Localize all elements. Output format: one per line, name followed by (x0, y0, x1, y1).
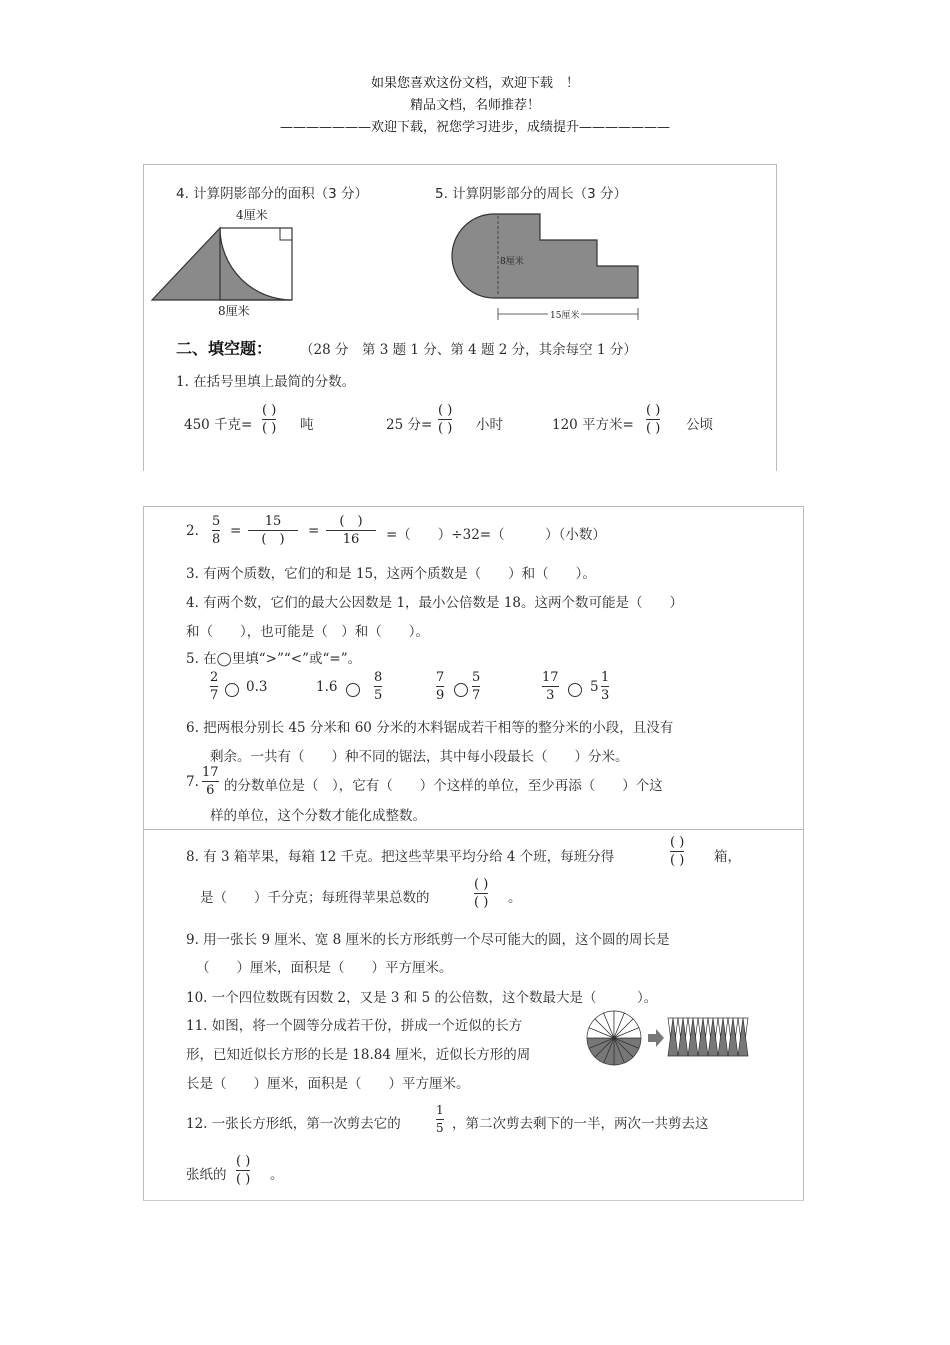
q6-text-line-1: 6. 把两根分别长 45 分米和 60 分米的木料锯成若干相等的整分米的小段，且没有 (186, 720, 674, 736)
q2-fraction-3 (326, 514, 376, 547)
q5-figure (452, 210, 642, 325)
fraction-denominator: 8 (212, 532, 221, 547)
q5d-left-fraction (542, 670, 559, 703)
q1b-fraction (438, 403, 452, 436)
section-heading: 二、填空题： (176, 339, 273, 358)
fraction-denominator: ( ) (646, 421, 661, 436)
q12-text-part-2: ，第二次剪去剩下的一半，两次一共剪去这 (452, 1116, 709, 1132)
q8-fraction-1 (670, 835, 684, 868)
q9-text-line-1: 9. 用一张长 9 厘米、宽 8 厘米的长方形纸剪一个尽可能大的圆，这个圆的周长是 (186, 932, 670, 948)
q5c-compare-circle[interactable] (454, 683, 468, 697)
fraction-numerator: 5 (212, 514, 221, 529)
q1a-fraction (262, 403, 276, 436)
fraction-numerator: ( ) (474, 877, 489, 892)
fraction-numerator: 17 (542, 670, 559, 685)
q1a-prefix: 450 千克= (184, 417, 253, 433)
q5-width-label: 15厘米 (548, 308, 581, 321)
q2-fraction-1 (212, 514, 220, 547)
section-heading-note: （28 分 第 3 题 1 分、第 4 题 2 分，其余每空 1 分） (300, 342, 637, 358)
divided-circle (587, 1011, 641, 1065)
q6-text-line-2: 剩余。一共有（ ）种不同的锯法，其中每小段最长（ ）分米。 (210, 749, 629, 765)
fraction-denominator: 3 (546, 688, 555, 703)
q1c-unit: 公顷 (686, 417, 713, 433)
fraction-denominator: ( ) (438, 421, 453, 436)
q3-text: 3. 有两个质数，它们的和是 15，这两个质数是（ ）和（ ）。 (186, 566, 596, 582)
q5-title: 5. 计算阴影部分的周长（3 分） (435, 186, 628, 202)
q7-text-line-2: 样的单位，这个分数才能化成整数。 (210, 808, 426, 824)
q8-end: 。 (508, 890, 522, 906)
q2-fraction-2 (248, 514, 298, 547)
header-line-1: 如果您喜欢这份文档，欢迎下载 ！ (370, 76, 579, 91)
q5c-right-fraction (472, 670, 480, 703)
fraction-numerator: 1 (601, 670, 610, 685)
q5d-compare-circle[interactable] (568, 683, 582, 697)
fraction-numerator: 17 (202, 765, 219, 780)
fraction-numerator: ( ) (236, 1154, 251, 1169)
q12-answer-fraction (236, 1154, 250, 1187)
q5c-left-fraction (436, 670, 444, 703)
fraction-numerator: 8 (374, 670, 383, 685)
q8-text-line-2: 是（ ）千分克；每班得苹果总数的 (200, 890, 430, 906)
q8-text-line-1: 8. 有 3 箱苹果，每箱 12 千克。把这些苹果平均分给 4 个班，每班分得 (186, 849, 615, 865)
q5b-fraction (374, 670, 382, 703)
fraction-denominator: 16 (342, 532, 360, 547)
q5-height-label: 8厘米 (500, 257, 524, 267)
q9-text-line-2: （ ）厘米，面积是（ ）平方厘米。 (196, 960, 453, 976)
q5b-left: 1.6 (316, 679, 338, 695)
q8-fraction-2 (474, 877, 488, 910)
q8-unit: 箱， (714, 849, 741, 865)
fraction-denominator: ( ) (262, 421, 277, 436)
q11-text-line-3: 长是（ ）厘米，面积是（ ）平方厘米。 (186, 1076, 470, 1092)
q2-number: 2. (186, 523, 199, 539)
fraction-numerator: 2 (210, 670, 219, 685)
fraction-denominator: 6 (206, 783, 215, 798)
fraction-denominator: 9 (436, 688, 445, 703)
fraction-numerator: 7 (436, 670, 445, 685)
q2-equals-1: = (230, 523, 242, 539)
q5a-right: 0.3 (246, 679, 268, 695)
q11-circle-to-rectangle-figure (586, 1010, 756, 1066)
q5-text: 5. 在◯里填“>”“<”或“=”。 (186, 651, 362, 667)
q4-text-line-1: 4. 有两个数，它们的最大公因数是 1，最小公倍数是 18。这两个数可能是（ ） (186, 595, 684, 611)
header-line-3: ———————欢迎下载，祝您学习进步，成绩提升——————— (279, 120, 670, 135)
fraction-numerator: ( ) (438, 403, 453, 418)
fraction-denominator: 3 (601, 688, 610, 703)
q5d-right-fraction (601, 670, 609, 703)
q5a-compare-circle[interactable] (225, 683, 239, 697)
fill-q1: 1. 在括号里填上最简的分数。 (176, 374, 356, 390)
q4-figure (150, 220, 300, 305)
q2-tail: =（ ）÷32=（ ）（小数） (386, 527, 606, 543)
q12-text-part-1: 12. 一张长方形纸，第一次剪去它的 (186, 1116, 401, 1132)
q1a-unit: 吨 (300, 417, 314, 433)
fraction-numerator: 15 (264, 514, 282, 529)
fraction-numerator: ( ) (646, 403, 661, 418)
fraction-denominator: ( ) (474, 895, 489, 910)
q10-text: 10. 一个四位数既有因数 2，又是 3 和 5 的公倍数，这个数最大是（ ）。 (186, 990, 658, 1006)
q7-fraction (202, 765, 219, 798)
fraction-numerator: 1 (436, 1103, 444, 1117)
fraction-denominator: 7 (472, 688, 481, 703)
fraction-numerator: ( ) (262, 403, 277, 418)
q2-equals-2: = (308, 523, 320, 539)
fraction-denominator: 5 (374, 688, 383, 703)
q12-text-line-2: 张纸的 (186, 1167, 227, 1183)
q1b-prefix: 25 分= (386, 417, 433, 433)
q4-top-label: 4厘米 (236, 208, 268, 222)
q1c-fraction (646, 403, 660, 436)
q4-title: 4. 计算阴影部分的面积（3 分） (176, 186, 369, 202)
q1c-prefix: 120 平方米= (552, 417, 634, 433)
q4-text-line-2: 和（ ），也可能是（ ）和（ ）。 (186, 624, 429, 640)
arrow-right-icon (648, 1029, 664, 1047)
fraction-numerator: 5 (472, 670, 481, 685)
q1b-unit: 小时 (476, 417, 503, 433)
q7-text-line-1: 的分数单位是（ ），它有（ ）个这样的单位，至少再添（ ）个这 (224, 778, 663, 794)
q7-number: 7. (186, 774, 199, 790)
q5a-fraction (210, 670, 218, 703)
fraction-denominator: ( ) (261, 532, 285, 547)
fraction-denominator: ( ) (670, 853, 685, 868)
q5d-whole: 5 (590, 679, 599, 695)
fraction-denominator: ( ) (236, 1172, 251, 1187)
fraction-denominator: 7 (210, 688, 219, 703)
fraction-denominator: 5 (436, 1121, 444, 1135)
q4-bottom-label: 8厘米 (218, 304, 250, 318)
q5b-compare-circle[interactable] (346, 683, 360, 697)
header-line-2: 精品文档，名师推荐！ (409, 98, 540, 113)
q12-fraction (436, 1103, 444, 1136)
q11-text-line-2: 形，已知近似长方形的长是 18.84 厘米，近似长方形的周 (186, 1047, 531, 1063)
q11-text-line-1: 11. 如图，将一个圆等分成若干份，拼成一个近似的长方 (186, 1018, 523, 1034)
q12-end: 。 (270, 1167, 284, 1183)
fraction-numerator: ( ) (339, 514, 363, 529)
fraction-numerator: ( ) (670, 835, 685, 850)
